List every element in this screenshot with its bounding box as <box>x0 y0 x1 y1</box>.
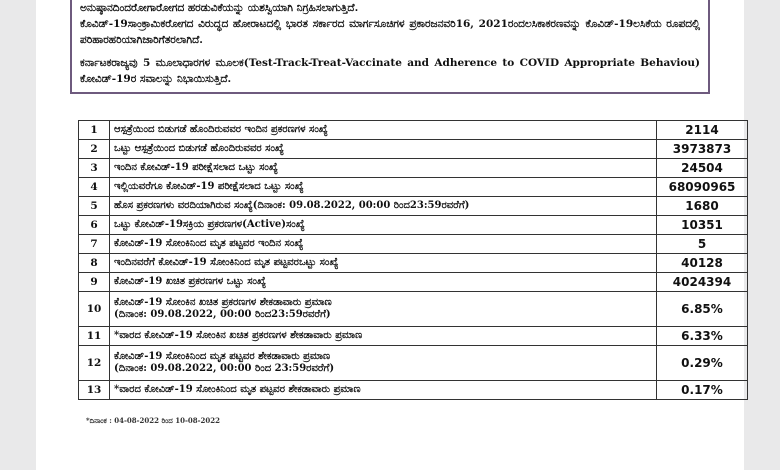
table-row <box>79 159 748 178</box>
row-number: 3 <box>79 159 110 178</box>
table-row <box>79 121 748 140</box>
table-row <box>79 381 748 400</box>
row-description: ಕೋವಿಡ್-19 ಖಚಿತ ಪ್ರಕರಣಗಳ ಒಟ್ಟು ಸಂಖ್ಯೆ <box>110 273 657 292</box>
row-value: 10351 <box>657 216 748 235</box>
table-row <box>79 292 748 327</box>
row-value: 4024394 <box>657 273 748 292</box>
row-value: 6.85% <box>657 292 748 327</box>
right-margin <box>744 0 780 470</box>
notice-paragraph-2: ಕೊವಿಡ್-19ಸಾಂಕ್ರಾಮಿಕರೋಗದ ವಿರುದ್ಧದ ಹೋರಾಟದಲ್ಲಿ ಭಾರತ ಸರ್ಕಾರದ ಮಾರ್ಗಸೂಚಿಗಳ ಪ್ರಕಾರಜನವರಿ16, 2021ರಂದಲಸಿಕಾಕರಣವನ್ನು ಕೊವಿಡ್-19ಲಸಿಕೆಯ ರೂಪದಲ್ಲಿ ಪರಿಹಾರಹರಿಯಾಗಿಜಾರಿಗೆತರಲಾಗಿದೆ. <box>80 18 700 46</box>
row-description: ಒಟ್ಟು ಕೋವಿಡ್-19ಸಕ್ರಿಯ ಪ್ರಕರಣಗಳ(Active)ಸಂಖ್ಯೆ <box>110 216 657 235</box>
row-description-cell <box>110 292 657 327</box>
row-description: ಕೋವಿಡ್-19 ಸೋಂಕಿನಿಂದ ಮೃತ ಪಟ್ಟವರ ಶೇಕಡಾವಾರು ಪ್ರಮಾಣ <box>114 351 331 362</box>
row-value: 24504 <box>657 159 748 178</box>
row-value: 0.17% <box>657 381 748 400</box>
row-description: ಆಸ್ಪತ್ರೆಯಿಂದ ಬಿಡುಗಡೆ ಹೊಂದಿರುವವರ ಇಂದಿನ ಪ್ರಕರಣಗಳ ಸಂಖ್ಯೆ <box>110 121 657 140</box>
row-description: ಒಟ್ಟು ಆಸ್ಪತ್ರೆಯಿಂದ ಬಿಡುಗಡೆ ಹೊಂದಿರುವವರ ಸಂಖ್ಯೆ <box>110 140 657 159</box>
row-description: *ವಾರದ ಕೋವಿಡ್-19 ಸೋಂಕಿನಿಂದ ಮೃತ ಪಟ್ಟವರ ಶೇಕಡಾವಾರು ಪ್ರಮಾಣ <box>110 381 657 400</box>
row-number: 12 <box>79 346 110 381</box>
row-number: 8 <box>79 254 110 273</box>
notice-line-1: ಅನುಷ್ಠಾನದಿಂದರೋಗಾರೋಗದ ಹರಡುವಿಕೆಯನ್ನು ಯಶಸ್ವಿಯಾಗಿ ನಿಗ್ರಹಿಸಲಾಗುತ್ತಿದೆ. <box>80 2 359 14</box>
row-number: 4 <box>79 178 110 197</box>
table-row <box>79 197 748 216</box>
row-description: ಇಂದಿನವರೆಗೆ ಕೋವಿಡ್-19 ಸೋಂಕಿನಿಂದ ಮೃತ ಪಟ್ಟವರಒಟ್ಟು ಸಂಖ್ಯೆ <box>110 254 657 273</box>
row-description: ಕೋವಿಡ್-19 ಸೋಂಕಿನಿಂದ ಮೃತ ಪಟ್ಟವರ ಇಂದಿನ ಸಂಖ್ಯೆ <box>110 235 657 254</box>
table-row <box>79 235 748 254</box>
footnote: *ದಿನಾಂಕ : 04-08-2022 ರಿಂದ 10-08-2022 <box>86 416 220 425</box>
row-value: 5 <box>657 235 748 254</box>
left-margin <box>0 0 36 470</box>
table-row <box>79 140 748 159</box>
row-date-range: (ದಿನಾಂಕ: 09.08.2022, 00:00 ರಿಂದ 23:59ರವರೆಗೆ) <box>114 363 335 374</box>
table-row <box>79 346 748 381</box>
row-description: ಇಲ್ಲಿಯವರೆಗೂ ಕೋವಿಡ್-19 ಪರೀಕ್ಷೆಸಲಾದ ಒಟ್ಟು ಸಂಖ್ಯೆ <box>110 178 657 197</box>
row-number: 5 <box>79 197 110 216</box>
table-row <box>79 254 748 273</box>
document-page <box>36 0 744 470</box>
row-number: 6 <box>79 216 110 235</box>
row-value: 40128 <box>657 254 748 273</box>
notice-box <box>70 0 710 94</box>
table-row <box>79 273 748 292</box>
row-number: 13 <box>79 381 110 400</box>
table-row <box>79 216 748 235</box>
row-number: 7 <box>79 235 110 254</box>
row-description: *ವಾರದ ಕೋವಿಡ್-19 ಸೋಂಕಿನ ಖಚಿತ ಪ್ರಕರಣಗಳ ಶೇಕಡಾವಾರು ಪ್ರಮಾಣ <box>110 327 657 346</box>
row-description-cell <box>110 346 657 381</box>
row-value: 0.29% <box>657 346 748 381</box>
row-number: 2 <box>79 140 110 159</box>
row-number: 11 <box>79 327 110 346</box>
row-date-range: (ದಿನಾಂಕ: 09.08.2022, 00:00 ರಿಂದ23:59ರವರೆಗೆ) <box>114 309 331 320</box>
row-value: 3973873 <box>657 140 748 159</box>
table-row <box>79 178 748 197</box>
row-number: 9 <box>79 273 110 292</box>
notice-paragraph-3: ಕರ್ನಾಟಕರಾಜ್ಯವು 5 ಮೂಲಾಧಾರಗಳ ಮೂಲಕ(Test-Track-Treat-Vaccinate and Adherence to COVID Appropriate Behaviou) ಕೋವಿಡ್-19ರ ಸವಾಲನ್ನು ನಿಭಾಯಿಸುತ್ತಿದೆ. <box>80 57 700 85</box>
row-number: 10 <box>79 292 110 327</box>
row-value: 1680 <box>657 197 748 216</box>
row-number: 1 <box>79 121 110 140</box>
row-value: 6.33% <box>657 327 748 346</box>
row-value: 68090965 <box>657 178 748 197</box>
row-description: ಕೋವಿಡ್-19 ಸೋಂಕಿನ ಖಚಿತ ಪ್ರಕರಣಗಳ ಶೇಕಡಾವಾರು ಪ್ರಮಾಣ <box>114 297 332 308</box>
row-value: 2114 <box>657 121 748 140</box>
row-description: ಇಂದಿನ ಕೋವಿಡ್-19 ಪರೀಕ್ಷೆಸಲಾದ ಒಟ್ಟು ಸಂಖ್ಯೆ <box>110 159 657 178</box>
row-description: ಹೊಸ ಪ್ರಕರಣಗಳು ವರದಿಯಾಗಿರುವ ಸಂಖ್ಯೆ(ದಿನಾಂಕ: 09.08.2022, 00:00 ರಿಂದ23:59ರವರೆಗೆ) <box>110 197 657 216</box>
table-row <box>79 327 748 346</box>
covid-stats-table <box>78 120 748 400</box>
